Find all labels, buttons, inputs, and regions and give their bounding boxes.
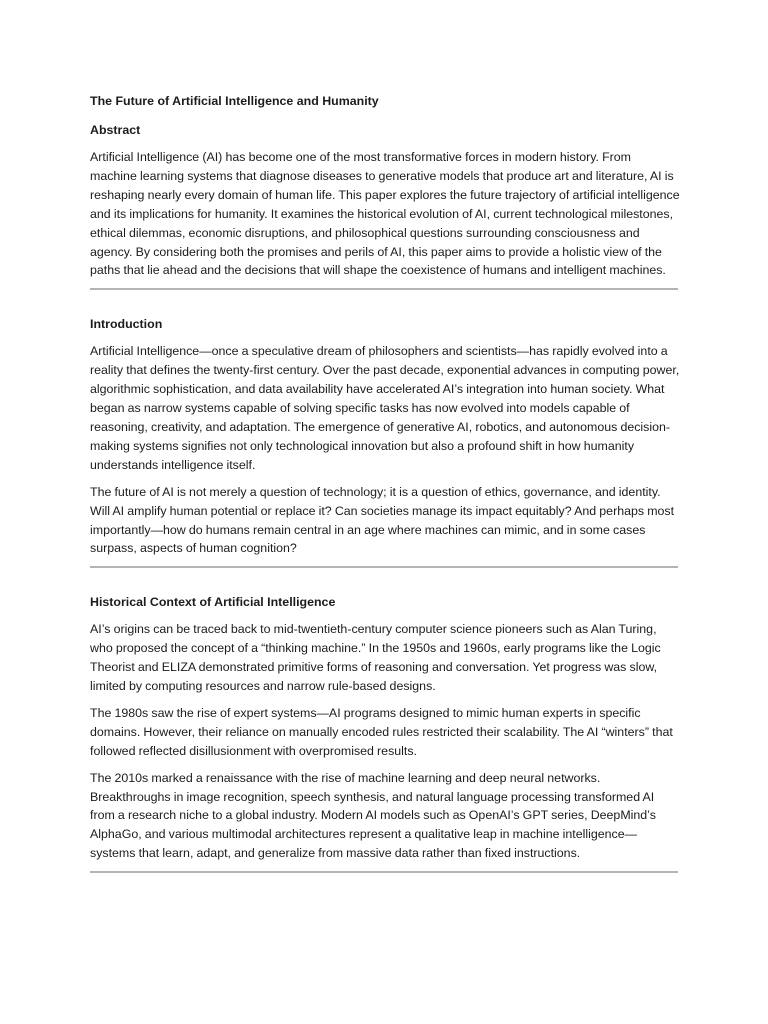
paragraph: Artificial Intelligence—once a speculative dream of philosophers and scientists—has rapidly evolved into a reality that defines the twenty-first century. Over the past decade, exponential advances in computing power, algorithmic sophistication, and data availability have accelerated AI’s integration into human society. What began as narrow systems capable of solving specific tasks has now evolved into models capable of reasoning, creativity, and adaptation. The emergence of generative AI, robotics, and autonomous decision-making systems signifies not only technological innovation but also a profound shift in how humanity understands intelligence itself. xyxy=(90,344,680,472)
section-heading: Abstract xyxy=(90,123,141,137)
paragraph: The 2010s marked a renaissance with the rise of machine learning and deep neural networks. Breakthroughs in image recognition, speech synthesis, and natural language processing transformed AI from a research niche to a global industry. Modern AI models such as OpenAI’s GPT series, DeepMind’s AlphaGo, and various multimodal architectures represent a qualitative leap in machine intelligence—systems that learn, adapt, and generalize from massive data rather than fixed instructions. xyxy=(90,770,656,861)
paragraph: AI’s origins can be traced back to mid-twentieth-century computer science pioneers such as Alan Turing, who proposed the concept of a “thinking machine.” In the 1950s and 1960s, early programs like the Logic Theorist and ELIZA demonstrated primitive forms of reasoning and conversation. Yet progress was slow, limited by computing resources and narrow rule-based designs. xyxy=(90,622,661,694)
document-title: The Future of Artificial Intelligence and Humanity xyxy=(90,94,379,108)
section-introduction xyxy=(90,315,680,568)
section-heading: Historical Context of Artificial Intelligence xyxy=(90,595,336,610)
paragraph: The 1980s saw the rise of expert systems—AI programs designed to mimic human experts in specific domains. However, their reliance on manually encoded rules restricted their scalability. The AI “winters” that followed reflected disillusionment with overpromised results. xyxy=(90,705,673,758)
section-historical-context xyxy=(90,593,680,873)
paragraph: Artificial Intelligence (AI) has become one of the most transformative forces in modern history. From machine learning systems that diagnose diseases to generative models that produce art and literature, AI is reshaping nearly every domain of human life. This paper explores the future trajectory of artificial intelligence and its implications for humanity. It examines the historical evolution of AI, current technological milestones, ethical dilemmas, economic disruptions, and philosophical questions surrounding consciousness and agency. By considering both the promises and perils of AI, this paper aims to provide a holistic view of the paths that lie ahead and the decisions that will shape the coexistence of humans and intelligent machines. xyxy=(90,150,680,278)
paragraph: The future of AI is not merely a question of technology; it is a question of ethics, governance, and identity. Will AI amplify human potential or replace it? Can societies manage its impact equitably? And perhaps most importantly—how do humans remain central in an age where machines can mimic, and in some cases surpass, aspects of human cognition? xyxy=(90,484,675,556)
document-page xyxy=(90,92,680,873)
section-divider xyxy=(90,871,678,873)
section-abstract xyxy=(90,121,680,290)
section-heading: Introduction xyxy=(90,317,163,332)
